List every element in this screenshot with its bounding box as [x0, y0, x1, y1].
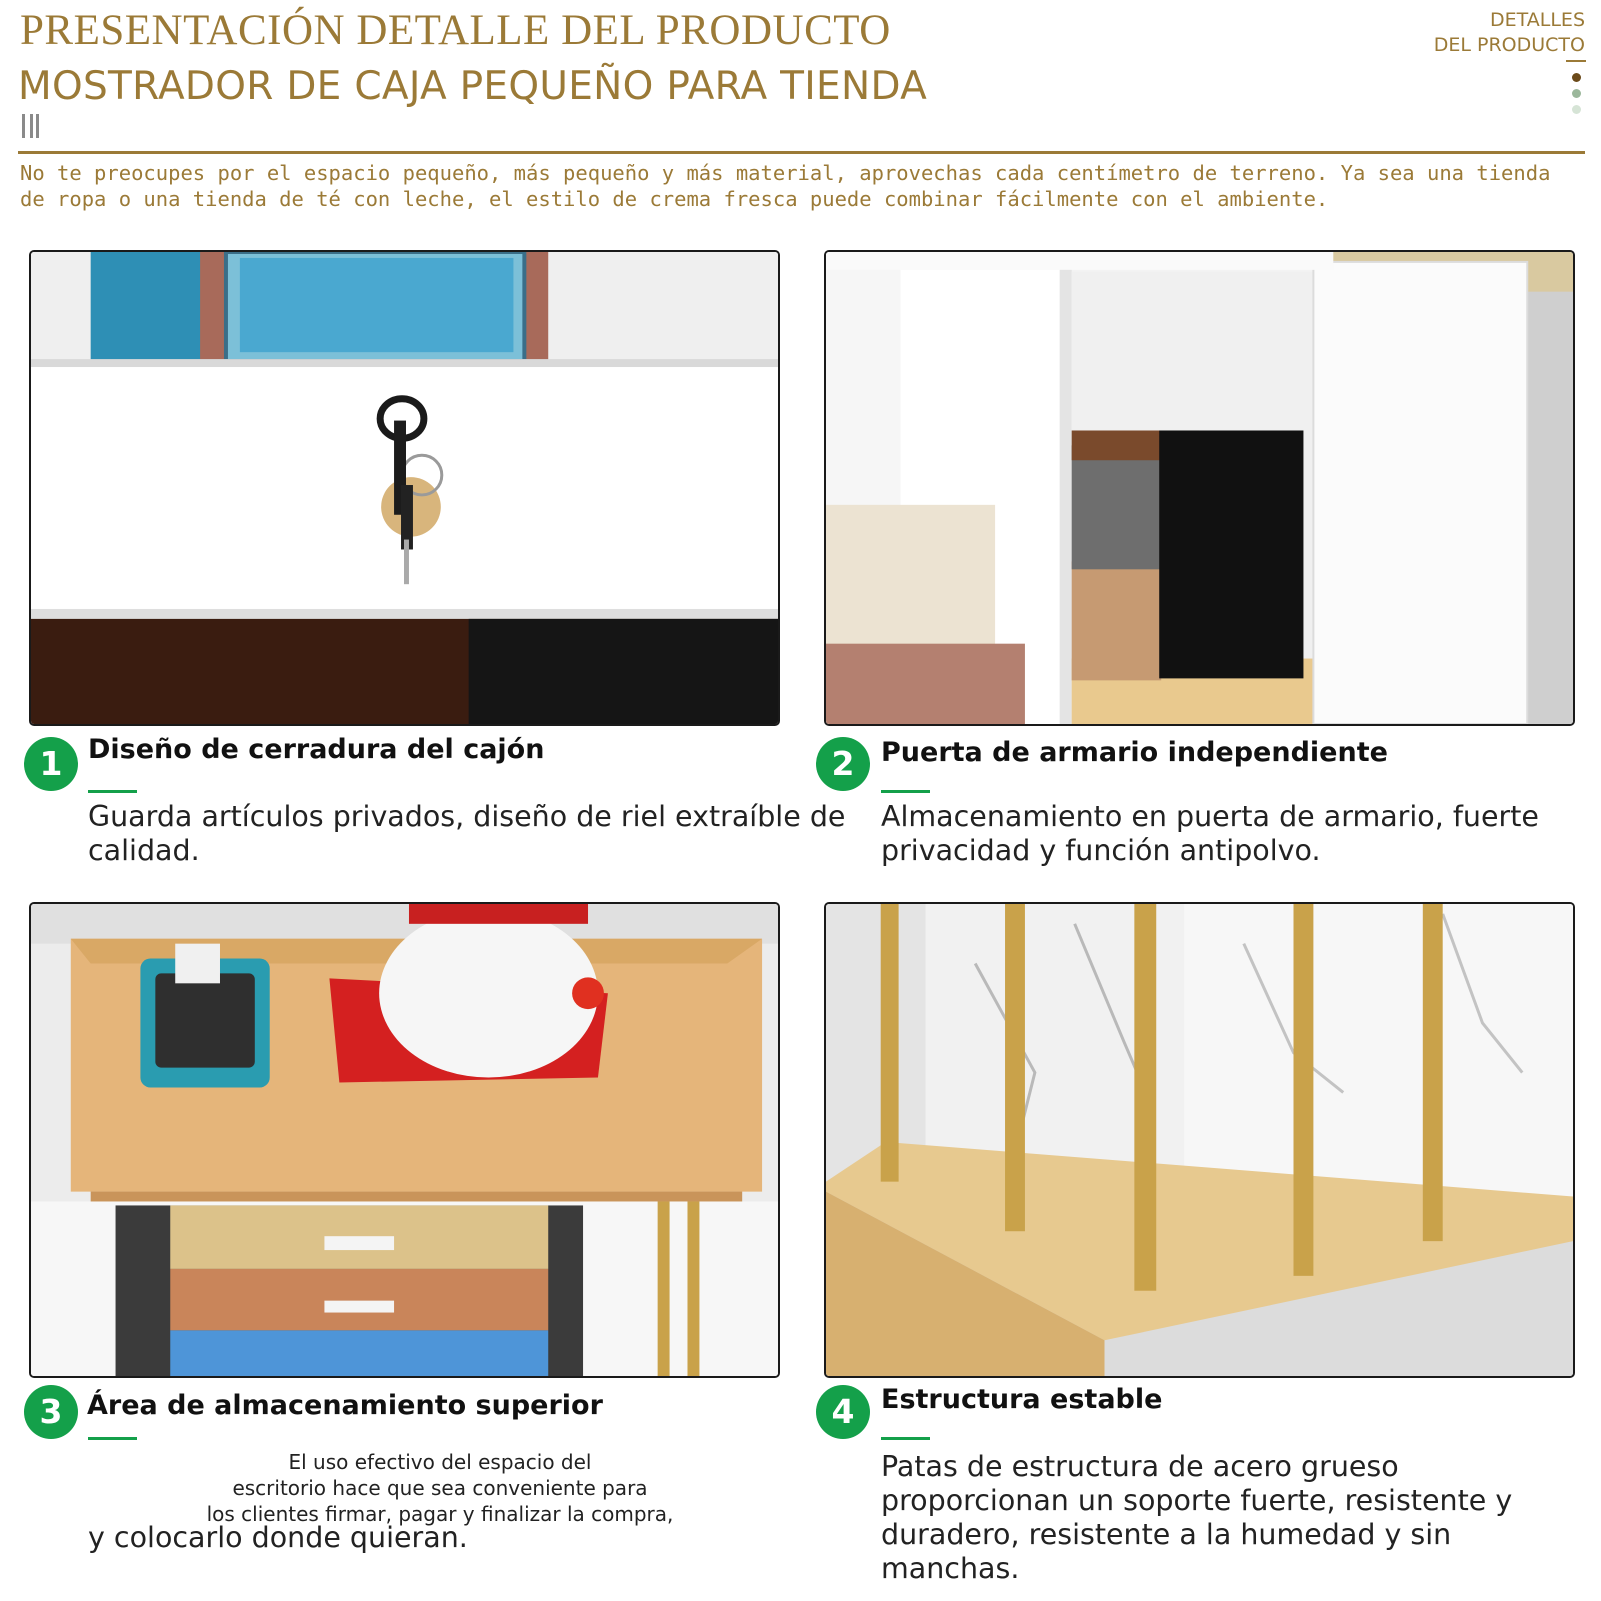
feature-4-title: Estructura estable [881, 1384, 1163, 1415]
dot-indicator-1 [1572, 73, 1581, 82]
corner-divider [1566, 60, 1586, 62]
feature-2-number-badge: 2 [816, 737, 870, 791]
feature-1-description: Guarda artículos privados, diseño de riel extraíble de calidad. [88, 800, 846, 867]
corner-label-line-2: DEL PRODUCTO [1433, 34, 1585, 56]
header-kicker: PRESENTACIÓN DETALLE DEL PRODUCTO [20, 7, 891, 54]
feature-4-description: Patas de estructura de acero grueso proporcionan un soporte fuerte, resistente y duradero, resistente a la humedad y sin manchas. [881, 1450, 1513, 1585]
feature-2-title: Puerta de armario independiente [881, 737, 1388, 768]
intro-paragraph: No te preocupes por el espacio pequeño, más pequeño y más material, aprovechas cada centímetro de terreno. Ya sea una tienda de ropa o una tienda de té con leche, el estilo de crema fresca puede combinar fácilmente con el ambiente. [20, 161, 1551, 211]
feature-2-underline [881, 790, 930, 793]
feature-4-number-badge: 4 [816, 1385, 870, 1439]
feature-1-number-badge: 1 [24, 737, 78, 791]
feature-3-title: Área de almacenamiento superior [87, 1390, 603, 1421]
photo-stable-structure [824, 902, 1575, 1378]
feature-3-description-line-2: escritorio hace que sea conveniente para [232, 1476, 648, 1500]
feature-2-description: Almacenamiento en puerta de armario, fuerte privacidad y función antipolvo. [881, 800, 1539, 867]
photo-cabinet-door [824, 250, 1575, 726]
corner-label [1434, 8, 1585, 58]
feature-3-underline [88, 1437, 137, 1440]
feature-3-number-badge: 3 [24, 1385, 78, 1439]
corner-label-line-1: DETALLES [1490, 9, 1585, 31]
feature-1-title: Diseño de cerradura del cajón [88, 734, 545, 765]
dot-indicator-3 [1572, 105, 1581, 114]
photo-top-storage [29, 902, 780, 1378]
header-divider [18, 151, 1585, 154]
decorative-bars-icon [22, 114, 42, 140]
feature-4-underline [881, 1437, 930, 1440]
page-title: MOSTRADOR DE CAJA PEQUEÑO PARA TIENDA [18, 64, 928, 109]
feature-3-description-line-4: y colocarlo donde quieran. [88, 1521, 468, 1554]
feature-1-underline [88, 790, 137, 793]
feature-3-description-line-1: El uso efectivo del espacio del [288, 1450, 592, 1474]
feature-3-description-line-3: los clientes firmar, pagar y finalizar la compra, [206, 1502, 674, 1526]
dot-indicator-2 [1572, 89, 1581, 98]
photo-drawer-lock [29, 250, 780, 726]
